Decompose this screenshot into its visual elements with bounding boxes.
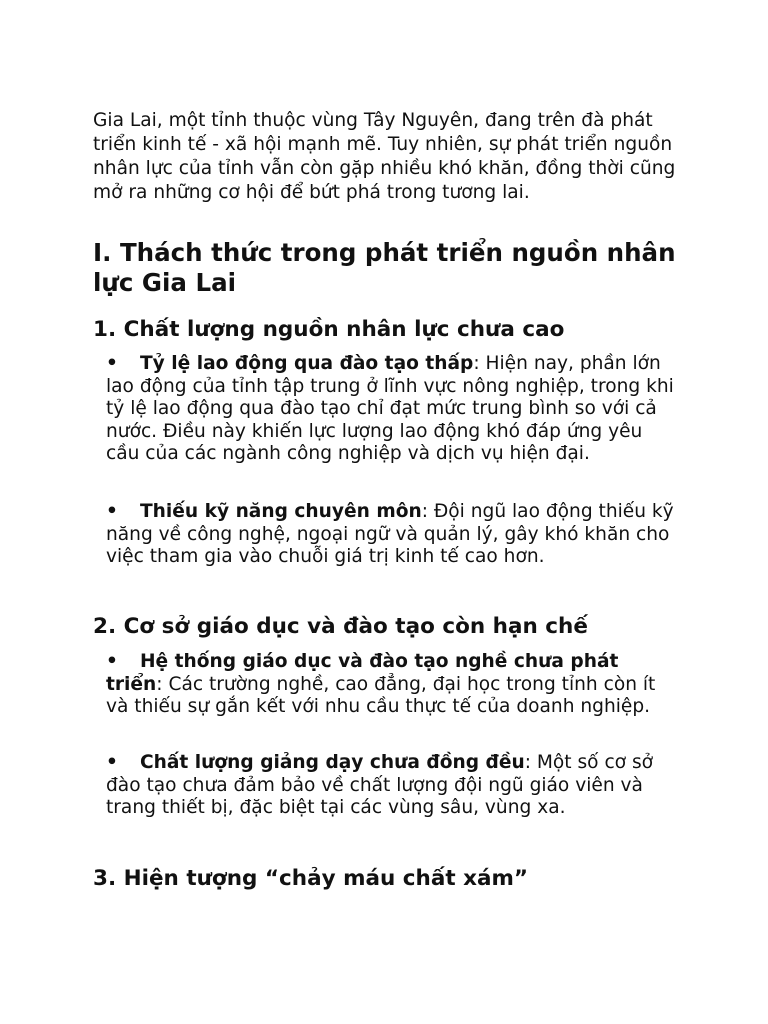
- bullet-item: [106, 353, 676, 466]
- subsection-heading-1: 1. Chất lượng nguồn nhân lực chưa cao: [93, 317, 565, 342]
- subsection-heading-3: 3. Hiện tượng “chảy máu chất xám”: [93, 866, 529, 891]
- bullet-text: : Hiện nay, phần lớn lao động của tỉnh tập trung ở lĩnh vực nông nghiệp, trong khi tỷ lệ lao động qua đào tạo chỉ đạt mức trung bình so với cả nước. Điều này khiến lực lượng lao động khó đáp ứng yêu cầu của các ngành công nghiệp và dịch vụ hiện đại.: [106, 353, 674, 465]
- section-heading-1: I. Thách thức trong phát triển nguồn nhân lực Gia Lai: [93, 238, 676, 297]
- bullet-text: : Đội ngũ lao động thiếu kỹ năng về công nghệ, ngoại ngữ và quản lý, gây khó khăn cho việc tham gia vào chuỗi giá trị kinh tế cao hơn.: [106, 501, 674, 568]
- bullet-item: [106, 501, 676, 569]
- bullet-term: Thiếu kỹ năng chuyên môn: [140, 501, 422, 522]
- bullet-text: : Một số cơ sở đào tạo chưa đảm bảo về chất lượng đội ngũ giáo viên và trang thiết bị, đặc biệt tại các vùng sâu, vùng xa.: [106, 752, 654, 819]
- bullet-term: Hệ thống giáo dục và đào tạo nghề chưa phát triển: [106, 651, 619, 695]
- subsection-heading-2: 2. Cơ sở giáo dục và đào tạo còn hạn chế: [93, 614, 588, 639]
- bullet-item: [106, 752, 676, 820]
- bullet-term: Chất lượng giảng dạy chưa đồng đều: [140, 752, 525, 773]
- bullet-term: Tỷ lệ lao động qua đào tạo thấp: [140, 353, 474, 374]
- bullet-marker: •: [106, 501, 118, 522]
- bullet-text: : Các trường nghề, cao đẳng, đại học trong tỉnh còn ít và thiếu sự gắn kết với nhu cầu thực tế của doanh nghiệp.: [106, 673, 656, 718]
- bullet-item: [106, 651, 676, 719]
- bullet-marker: •: [106, 651, 118, 672]
- bullet-marker: •: [106, 752, 118, 773]
- intro-paragraph: Gia Lai, một tỉnh thuộc vùng Tây Nguyên, đang trên đà phát triển kinh tế - xã hội mạnh mẽ. Tuy nhiên, sự phát triển nguồn nhân lực của tỉnh vẫn còn gặp nhiều khó khăn, đồng thời cũng mở ra những cơ hội để bứt phá trong tương lai.: [93, 110, 676, 203]
- bullet-marker: •: [106, 353, 118, 374]
